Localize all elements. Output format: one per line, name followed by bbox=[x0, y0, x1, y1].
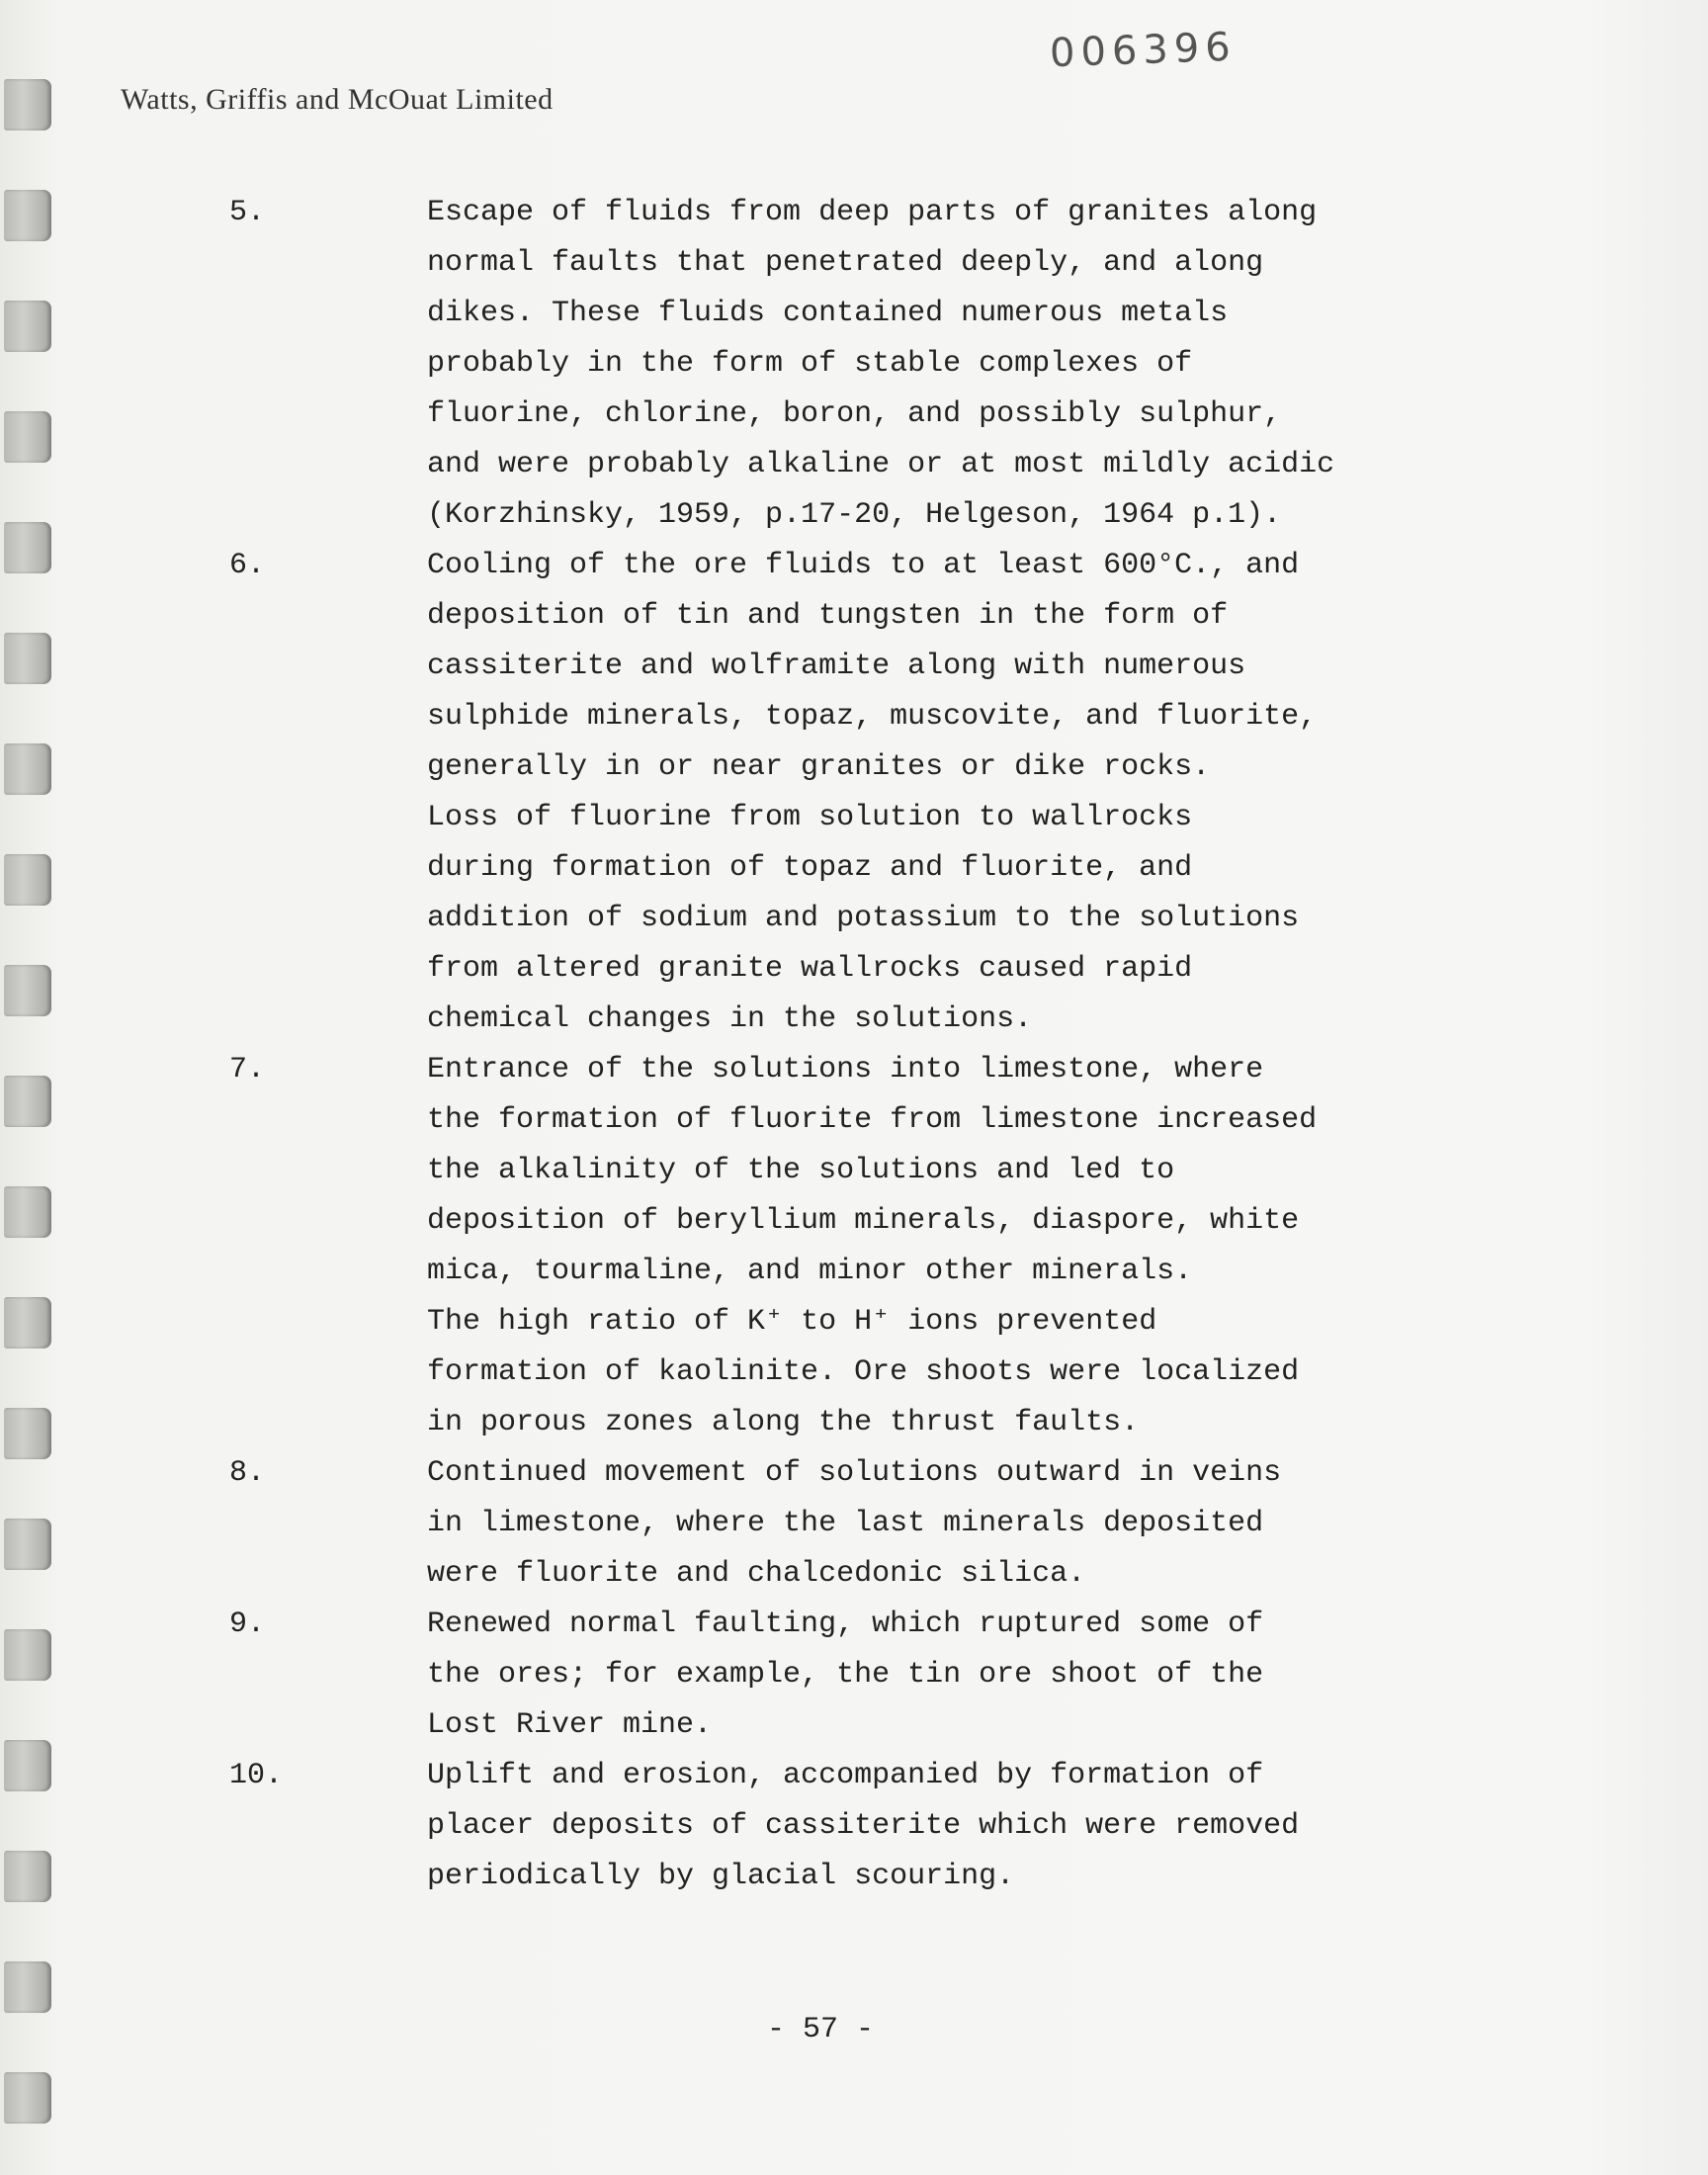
binding-hole bbox=[4, 1961, 51, 2013]
binding-hole bbox=[4, 522, 51, 573]
binding-hole bbox=[4, 854, 51, 906]
document-stamp: 006396 bbox=[1049, 24, 1238, 77]
binding-hole bbox=[4, 1076, 51, 1127]
binding-hole bbox=[4, 743, 51, 795]
page-number: - 57 - bbox=[766, 2013, 875, 2046]
item-number: 7. bbox=[229, 1053, 266, 1087]
binding-hole bbox=[4, 190, 51, 241]
item-text: Entrance of the solutions into limestone, where the formation of fluorite from limestone increased the alkalinity of the solutions and led to deposition of beryllium minerals, diaspore, white mica, tourmaline, and minor other minerals. The high ratio of K⁺ to H⁺ ions prevented formation of kaolinite. Ore shoots were localized in porous zones along the thrust faults. bbox=[427, 1053, 1318, 1439]
list-item bbox=[229, 1448, 1514, 1600]
item-number: 5. bbox=[229, 196, 266, 229]
item-text: Continued movement of solutions outward in veins in limestone, where the last minerals deposited were fluorite and chalcedonic silica. bbox=[427, 1456, 1282, 1591]
item-number: 8. bbox=[229, 1456, 266, 1490]
binding-hole bbox=[4, 1519, 51, 1570]
item-number: 9. bbox=[229, 1608, 266, 1641]
item-text: Cooling of the ore fluids to at least 600°C., and deposition of tin and tungsten in the form of cassiterite and wolframite along with numerous sulphide minerals, topaz, muscovite, and fluorite, generally in or near granites or dike rocks. Loss of fluorine from solution to wallrocks during formation of topaz and fluorite, and addition of sodium and potassium to the solutions from altered granite wallrocks caused rapid chemical changes in the solutions. bbox=[427, 549, 1318, 1036]
binding-hole bbox=[4, 2072, 51, 2124]
binding-hole bbox=[4, 1297, 51, 1348]
spiral-binding bbox=[0, 59, 59, 2175]
binding-hole bbox=[4, 1740, 51, 1791]
binding-hole bbox=[4, 1186, 51, 1238]
binding-hole bbox=[4, 79, 51, 130]
binding-hole bbox=[4, 411, 51, 463]
letterhead: Watts, Griffis and McOuat Limited bbox=[121, 83, 554, 116]
list-item bbox=[229, 1045, 1514, 1448]
binding-hole bbox=[4, 633, 51, 684]
item-number: 10. bbox=[229, 1759, 284, 1792]
binding-hole bbox=[4, 301, 51, 352]
binding-hole bbox=[4, 1408, 51, 1459]
list-item bbox=[229, 1751, 1514, 1902]
list-item bbox=[229, 541, 1514, 1045]
binding-hole bbox=[4, 1851, 51, 1902]
binding-hole bbox=[4, 965, 51, 1016]
item-text: Escape of fluids from deep parts of granites along normal faults that penetrated deeply, and along dikes. These fluids contained numerous metals probably in the form of stable complexes of fluorine, chlorine, boron, and possibly sulphur, and were probably alkaline or at most mildly acidic (Korzhinsky, 1959, p.17-20, Helgeson, 1964 p.1). bbox=[427, 196, 1335, 532]
list-item bbox=[229, 1600, 1514, 1751]
item-text: Uplift and erosion, accompanied by formation of placer deposits of cassiterite which were removed periodically by glacial scouring. bbox=[427, 1759, 1300, 1893]
item-text: Renewed normal faulting, which ruptured some of the ores; for example, the tin ore shoot of the Lost River mine. bbox=[427, 1608, 1264, 1742]
numbered-list bbox=[229, 188, 1514, 1902]
list-item bbox=[229, 188, 1514, 541]
item-number: 6. bbox=[229, 549, 266, 582]
binding-hole bbox=[4, 1629, 51, 1681]
